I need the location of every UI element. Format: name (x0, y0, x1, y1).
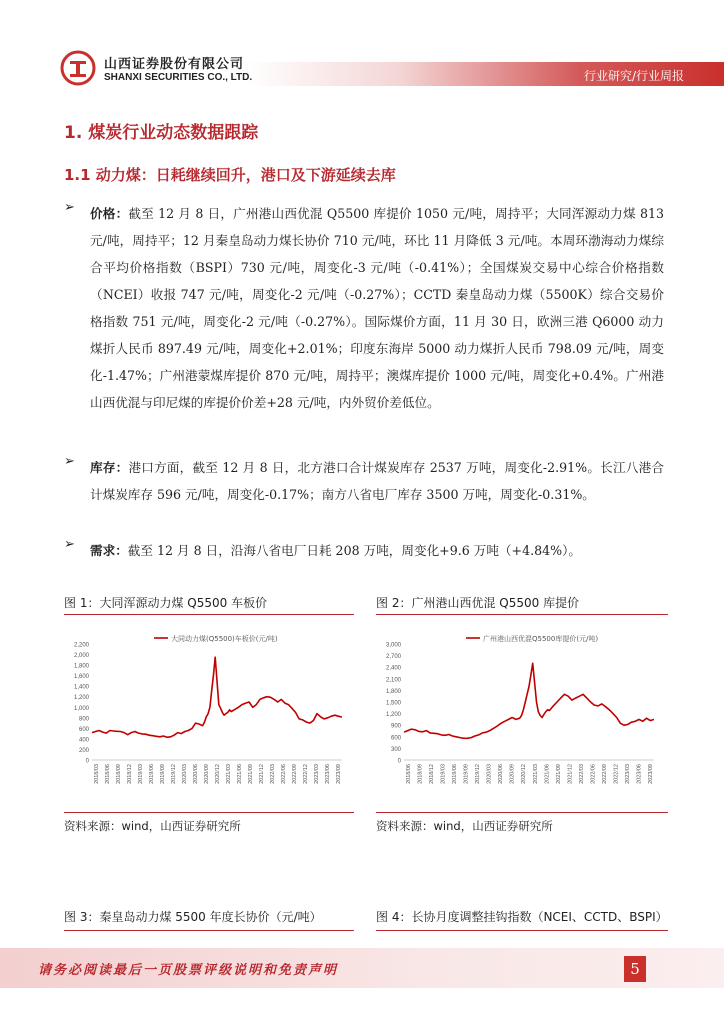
x-tick-label: 2023/06 (325, 764, 331, 784)
figure-1-source: 资料来源：wind，山西证券研究所 (64, 819, 241, 833)
figure-2-source: 资料来源：wind，山西证券研究所 (376, 819, 553, 833)
x-tick-label: 2022/06 (281, 764, 287, 784)
y-tick-label: 2,700 (385, 654, 401, 661)
x-tick-label: 2018/12 (127, 764, 133, 784)
y-tick-label: 600 (78, 726, 89, 733)
report-category: 行业研究/行业周报 (583, 69, 684, 83)
x-tick-label: 2023/09 (648, 764, 654, 784)
x-tick-label: 2023/03 (624, 764, 631, 784)
legend-label: 广州港山西优混Q5500库提价(元/吨) (483, 635, 599, 643)
x-tick-label: 2021/03 (532, 764, 539, 784)
x-tick-label: 2023/06 (636, 764, 643, 784)
x-tick-label: 2018/06 (406, 764, 412, 784)
figure-4-title: 图 4：长协月度调整挂钩指数（NCEI、CCTD、BSPI） (376, 910, 668, 924)
x-tick-label: 2020/12 (215, 764, 221, 784)
y-tick-label: 1,200 (73, 695, 89, 702)
figure-1-title: 图 1：大同浑源动力煤 Q5500 车板价 (64, 596, 268, 610)
x-tick-label: 2020/12 (521, 764, 528, 784)
x-tick-label: 2018/12 (429, 764, 436, 784)
bullet-price (64, 200, 664, 416)
x-tick-label: 2022/06 (590, 764, 597, 784)
x-tick-label: 2021/12 (259, 764, 265, 784)
x-tick-label: 2021/03 (226, 764, 232, 784)
page-number: 5 (624, 956, 646, 982)
footer-disclaimer: 请务必阅读最后一页股票评级说明和免责声明 (38, 963, 339, 978)
x-tick-label: 2022/12 (303, 764, 309, 784)
x-tick-label: 2020/09 (204, 764, 210, 784)
x-tick-label: 2022/03 (578, 764, 585, 784)
bullet-label: 库存： (90, 460, 129, 475)
y-tick-label: 400 (78, 737, 89, 744)
bullet-text: 港口方面，截至 12 月 8 日，北方港口合计煤炭库存 2537 万吨，周变化-2.91%。长江八港合计煤炭库存 596 元/吨，周变化-0.17%；南方八省电厂库存 3500 万吨，周变化-0.31%。 (90, 460, 665, 502)
y-tick-label: 1,400 (73, 684, 89, 691)
bullet-text: 截至 12 月 8 日，沿海八省电厂日耗 208 万吨，周变化+9.6 万吨（+4.84%）。 (127, 543, 581, 558)
x-tick-label: 2019/03 (138, 764, 144, 784)
figure-4-top-rule (376, 930, 668, 931)
series-line (404, 663, 654, 738)
x-tick-label: 2023/09 (336, 764, 342, 784)
x-tick-label: 2019/09 (463, 764, 470, 784)
x-tick-label: 2020/03 (486, 764, 493, 784)
x-tick-label: 2021/12 (567, 764, 574, 784)
x-tick-label: 2019/12 (171, 764, 177, 784)
y-tick-label: 2,100 (385, 677, 401, 684)
bullet-label: 价格： (90, 206, 129, 221)
figure-2-top-rule (376, 614, 668, 615)
y-tick-label: 0 (85, 758, 89, 765)
chart-guangzhou-coal-price (376, 622, 666, 812)
x-tick-label: 2022/09 (292, 764, 298, 784)
figure-3-top-rule (64, 930, 354, 931)
x-tick-label: 2018/09 (116, 764, 122, 784)
y-tick-label: 200 (78, 747, 89, 754)
figure-3-title: 图 3：秦皇岛动力煤 5500 年度长协价（元/吨） (64, 910, 322, 924)
x-tick-label: 2019/06 (149, 764, 155, 784)
x-tick-label: 2019/09 (160, 764, 166, 784)
y-tick-label: 300 (390, 746, 401, 753)
x-tick-label: 2021/06 (544, 764, 551, 784)
series-line (92, 657, 342, 737)
y-tick-label: 1,600 (73, 674, 89, 681)
company-name-en: SHANXI SECURITIES CO., LTD. (104, 72, 253, 83)
figure-1-bottom-rule (64, 812, 354, 813)
x-tick-label: 2018/03 (94, 764, 100, 784)
company-name-cn: 山西证券股份有限公司 (104, 57, 245, 72)
x-tick-label: 2020/06 (498, 764, 505, 784)
figure-2-title: 图 2：广州港山西优混 Q5500 库提价 (376, 596, 580, 610)
bullet-arrow-icon: ➢ (64, 200, 75, 215)
bullet-inventory (64, 454, 664, 508)
x-tick-label: 2021/06 (237, 764, 243, 784)
x-tick-label: 2020/09 (509, 764, 516, 784)
y-tick-label: 2,000 (73, 653, 89, 660)
y-tick-label: 800 (78, 716, 89, 723)
section-heading: 1. 煤炭行业动态数据跟踪 (64, 123, 259, 143)
x-tick-label: 2018/09 (417, 764, 424, 784)
y-tick-label: 1,200 (385, 712, 401, 719)
x-tick-label: 2021/09 (555, 764, 562, 784)
chart-datong-coal-price (64, 622, 354, 812)
y-tick-label: 1,000 (73, 705, 89, 712)
y-tick-label: 600 (390, 735, 401, 742)
x-tick-label: 2020/06 (193, 764, 199, 784)
bullet-arrow-icon: ➢ (64, 454, 75, 469)
bullet-label: 需求： (90, 543, 128, 558)
y-tick-label: 2,400 (385, 665, 401, 672)
y-tick-label: 1,800 (385, 688, 401, 695)
legend-label: 大同动力煤(Q5500)车板价(元/吨) (171, 635, 278, 643)
bullet-arrow-icon: ➢ (64, 537, 75, 552)
x-tick-label: 2022/03 (270, 764, 276, 784)
figure-2-bottom-rule (376, 812, 668, 813)
y-tick-label: 0 (397, 758, 401, 765)
subsection-heading: 1.1 动力煤：日耗继续回升，港口及下游延续去库 (64, 166, 396, 184)
bullet-demand (64, 537, 664, 564)
y-tick-label: 900 (390, 723, 401, 730)
x-tick-label: 2023/03 (314, 764, 320, 784)
x-tick-label: 2019/06 (452, 764, 459, 784)
x-tick-label: 2021/09 (248, 764, 254, 784)
y-tick-label: 3,000 (385, 642, 401, 649)
y-tick-label: 2,200 (73, 642, 89, 649)
y-tick-label: 1,800 (73, 663, 89, 670)
x-tick-label: 2022/09 (601, 764, 608, 784)
x-tick-label: 2020/03 (182, 764, 188, 784)
figure-1-top-rule (64, 614, 354, 615)
x-tick-label: 2019/03 (440, 764, 447, 784)
x-tick-label: 2022/12 (613, 764, 620, 784)
y-tick-label: 1,500 (385, 700, 401, 707)
company-logo-icon (60, 50, 96, 86)
x-tick-label: 2019/12 (475, 764, 482, 784)
bullet-text: 截至 12 月 8 日，广州港山西优混 Q5500 库提价 1050 元/吨，周持平；大同浑源动力煤 813 元/吨，周持平；12 月秦皇岛动力煤长协价 710 元/吨，环比 11 月降低 3 元/吨。本周环渤海动力煤综合平均价格指数（BSPI）730 元/吨，周变化-3 元/吨（-0.41%）；全国煤炭交易中心综合价格指数（NCEI）收报 747 元/吨，周变化-2 元/吨（-0.27%）；CCTD 秦皇岛动力煤（5500K）综合交易价格指数 751 元/吨，周变化-2 元/吨（-0.27%）。国际煤价方面，11 月 30 日，欧洲三港 Q6000 动力煤折人民币 897.49 元/吨，周变化+2.01%；印度东海岸 5000 动力煤折人民币 798.09 元/吨，周变化-1.47%；广州港蒙煤库提价 870 元/吨，周持平；澳煤库提价 1000 元/吨，周变化+0.4%。广州港山西优混与印尼煤的库提价价差+28 元/吨，内外贸价差低位。 (90, 206, 664, 410)
x-tick-label: 2018/06 (105, 764, 111, 784)
